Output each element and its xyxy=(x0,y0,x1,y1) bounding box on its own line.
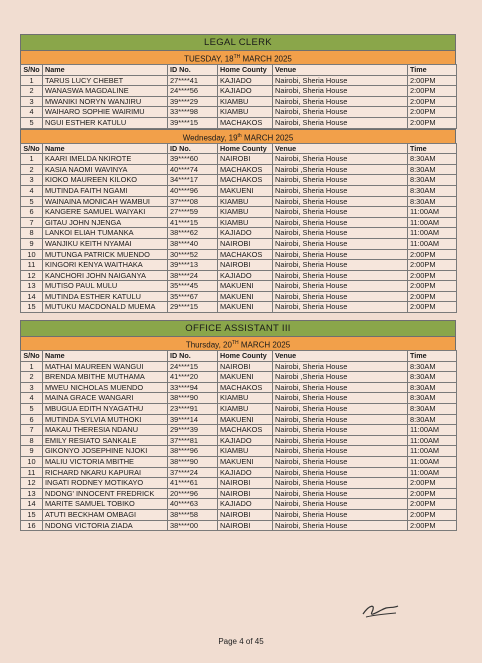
table-cell: 2:00PM xyxy=(408,249,457,260)
table-cell: 4 xyxy=(21,107,43,118)
table-cell: 1 xyxy=(21,75,43,86)
table-cell: 16 xyxy=(21,520,43,531)
table-cell: MACHAKOS xyxy=(218,382,273,393)
table-cell: 6 xyxy=(21,207,43,218)
table-cell: 8:30AM xyxy=(408,361,457,372)
column-header: Name xyxy=(43,65,168,76)
table-cell: 33****94 xyxy=(168,382,218,393)
table-cell: 40****63 xyxy=(168,499,218,510)
column-header: Venue xyxy=(273,65,408,76)
date-day: Thursday, 20 xyxy=(185,340,232,350)
table-cell: 8:30AM xyxy=(408,164,457,175)
table-cell: 38****24 xyxy=(168,270,218,281)
table-cell: INGATI RODNEY MOTIKAYO xyxy=(43,478,168,489)
table-cell: NAIROBI xyxy=(218,238,273,249)
table-cell: 8:30AM xyxy=(408,414,457,425)
table-row xyxy=(21,488,457,499)
table-cell: KAJIADO xyxy=(218,75,273,86)
table-cell: KIAMBU xyxy=(218,217,273,228)
table-cell: 11:00AM xyxy=(408,435,457,446)
column-header: Time xyxy=(408,143,457,154)
table-cell: ATUTI BECKHAM OMBAGI xyxy=(43,509,168,520)
column-header: Venue xyxy=(273,143,408,154)
table-cell: 27****41 xyxy=(168,75,218,86)
date-header xyxy=(20,129,456,143)
table-row xyxy=(21,372,457,383)
column-header: Time xyxy=(408,351,457,362)
table-cell: NAIROBI xyxy=(218,520,273,531)
table-row xyxy=(21,457,457,468)
table-cell: 11:00AM xyxy=(408,457,457,468)
table-cell: 2:00PM xyxy=(408,291,457,302)
table-cell: Nairobi, Sheria House xyxy=(273,478,408,489)
table-cell: 11:00AM xyxy=(408,217,457,228)
table-cell: Nairobi, Sheria House xyxy=(273,196,408,207)
table-cell: MACHAKOS xyxy=(218,425,273,436)
table-cell: 2:00PM xyxy=(408,107,457,118)
table-cell: MACHAKOS xyxy=(218,164,273,175)
table-cell: MAKUENI xyxy=(218,372,273,383)
table-cell: 24****15 xyxy=(168,361,218,372)
table-cell: 2:00PM xyxy=(408,302,457,313)
table-cell: 23****91 xyxy=(168,404,218,415)
table-cell: 2:00PM xyxy=(408,117,457,128)
table-cell: MAINA GRACE WANGARI xyxy=(43,393,168,404)
table-cell: 39****29 xyxy=(168,96,218,107)
table-cell: MACHAKOS xyxy=(218,249,273,260)
table-cell: 2:00PM xyxy=(408,478,457,489)
table-cell: GIKONYO JOSEPHINE NJOKI xyxy=(43,446,168,457)
table-row xyxy=(21,467,457,478)
table-cell: KAJIADO xyxy=(218,467,273,478)
section-title: OFFICE ASSISTANT III xyxy=(20,320,456,336)
table-cell: 20****96 xyxy=(168,488,218,499)
table-cell: 39****15 xyxy=(168,117,218,128)
table-cell: 40****96 xyxy=(168,185,218,196)
table-cell: 14 xyxy=(21,499,43,510)
table-cell: 2:00PM xyxy=(408,488,457,499)
table-cell: KIAMBU xyxy=(218,393,273,404)
table-cell: Nairobi, Sheria House xyxy=(273,96,408,107)
table-cell: MUTUKU MACDONALD MUEMA xyxy=(43,302,168,313)
table-cell: Nairobi, Sheria House xyxy=(273,425,408,436)
table-cell: KIAMBU xyxy=(218,446,273,457)
table-cell: Nairobi, Sheria House xyxy=(273,238,408,249)
table-row xyxy=(21,393,457,404)
column-header: S/No xyxy=(21,351,43,362)
table-row xyxy=(21,361,457,372)
table-cell: Nairobi, Sheria House xyxy=(273,228,408,239)
table-cell: 38****58 xyxy=(168,509,218,520)
table-cell: 10 xyxy=(21,249,43,260)
table-cell: 3 xyxy=(21,96,43,107)
table-cell: Nairobi, Sheria House xyxy=(273,361,408,372)
table-cell: Nairobi, Sheria House xyxy=(273,107,408,118)
table-row xyxy=(21,249,457,260)
table-cell: MUTINDA FAITH NGAMI xyxy=(43,185,168,196)
table-row xyxy=(21,96,457,107)
table-cell: 11 xyxy=(21,260,43,271)
table-cell: 30****52 xyxy=(168,249,218,260)
table-cell: NAIROBI xyxy=(218,361,273,372)
table-cell: 7 xyxy=(21,425,43,436)
table-cell: 37****08 xyxy=(168,196,218,207)
table-cell: KIAMBU xyxy=(218,107,273,118)
table-cell: WANJIKU KEITH NYAMAI xyxy=(43,238,168,249)
table-cell: 2:00PM xyxy=(408,520,457,531)
table-cell: 38****90 xyxy=(168,393,218,404)
table-cell: Nairobi, Sheria House xyxy=(273,185,408,196)
table-cell: 1 xyxy=(21,154,43,165)
table-row xyxy=(21,446,457,457)
table-cell: 2 xyxy=(21,164,43,175)
table-cell: KAARI IMELDA NKIROTE xyxy=(43,154,168,165)
date-header xyxy=(20,50,456,64)
table-cell: Nairobi, Sheria House xyxy=(273,302,408,313)
table-row xyxy=(21,185,457,196)
table-row xyxy=(21,86,457,97)
table-cell: MUTINDA ESTHER KATULU xyxy=(43,291,168,302)
table-cell: MAKAU THERESIA NDANU xyxy=(43,425,168,436)
table-cell: 2:00PM xyxy=(408,509,457,520)
table-cell: Nairobi, Sheria House xyxy=(273,217,408,228)
table-cell: 12 xyxy=(21,270,43,281)
table-cell: NAIROBI xyxy=(218,509,273,520)
table-cell: 33****98 xyxy=(168,107,218,118)
table-cell: 8:30AM xyxy=(408,404,457,415)
table-cell: KANGERE SAMUEL WAIYAKI xyxy=(43,207,168,218)
table-cell: 38****96 xyxy=(168,446,218,457)
candidate-table xyxy=(20,350,457,531)
table-cell: KAJIADO xyxy=(218,435,273,446)
table-row xyxy=(21,260,457,271)
table-cell: 38****90 xyxy=(168,457,218,468)
table-cell: 8:30AM xyxy=(408,196,457,207)
column-header: ID No. xyxy=(168,143,218,154)
table-cell: KIAMBU xyxy=(218,196,273,207)
table-cell: 11:00AM xyxy=(408,425,457,436)
table-row xyxy=(21,281,457,292)
table-row xyxy=(21,302,457,313)
table-row xyxy=(21,404,457,415)
table-cell: MARITE SAMUEL TOBIKO xyxy=(43,499,168,510)
table-cell: MBUGUA EDITH NYAGATHU xyxy=(43,404,168,415)
table-cell: Nairobi, Sheria House xyxy=(273,281,408,292)
date-day: TUESDAY, 18 xyxy=(184,54,234,64)
column-header: Home County xyxy=(218,65,273,76)
table-cell: MUTUNGA PATRICK MUENDO xyxy=(43,249,168,260)
table-row xyxy=(21,175,457,186)
table-row xyxy=(21,270,457,281)
table-cell: 8:30AM xyxy=(408,382,457,393)
table-cell: Nairobi, Sheria House xyxy=(273,207,408,218)
table-cell: 41****61 xyxy=(168,478,218,489)
table-cell: 12 xyxy=(21,478,43,489)
column-header: Home County xyxy=(218,143,273,154)
table-cell: LANKOI ELIAH TUMANKA xyxy=(43,228,168,239)
table-row xyxy=(21,414,457,425)
table-cell: NAIROBI xyxy=(218,488,273,499)
table-cell: 13 xyxy=(21,281,43,292)
table-cell: 4 xyxy=(21,393,43,404)
table-cell: MWANIKI NORYN WANJIRU xyxy=(43,96,168,107)
table-cell: 29****39 xyxy=(168,425,218,436)
table-cell: 38****00 xyxy=(168,520,218,531)
table-cell: Nairobi, Sheria House xyxy=(273,509,408,520)
candidate-table xyxy=(20,143,457,314)
table-cell: KASIA NAOMI WAVINYA xyxy=(43,164,168,175)
table-cell: 8 xyxy=(21,228,43,239)
table-row xyxy=(21,435,457,446)
table-cell: 15 xyxy=(21,509,43,520)
table-cell: 2:00PM xyxy=(408,260,457,271)
table-cell: 3 xyxy=(21,175,43,186)
schedule-page xyxy=(20,34,456,531)
table-row xyxy=(21,196,457,207)
table-cell: 2 xyxy=(21,86,43,97)
table-cell: 37****81 xyxy=(168,435,218,446)
column-header: ID No. xyxy=(168,65,218,76)
table-row xyxy=(21,217,457,228)
table-row xyxy=(21,425,457,436)
table-cell: NDONG VICTORIA ZIADA xyxy=(43,520,168,531)
page-number: Page 4 of 45 xyxy=(218,637,264,646)
table-row xyxy=(21,154,457,165)
table-cell: 8:30AM xyxy=(408,154,457,165)
table-header-row xyxy=(21,351,457,362)
table-header-row xyxy=(21,143,457,154)
table-row xyxy=(21,117,457,128)
table-cell: 29****15 xyxy=(168,302,218,313)
table-cell: MAKUENI xyxy=(218,457,273,468)
table-cell: Nairobi, Sheria House xyxy=(273,270,408,281)
table-row xyxy=(21,107,457,118)
table-row xyxy=(21,75,457,86)
table-cell: 11:00AM xyxy=(408,207,457,218)
table-cell: TARUS LUCY CHEBET xyxy=(43,75,168,86)
table-cell: 35****45 xyxy=(168,281,218,292)
table-cell: WAIHARO SOPHIE WAIRIMU xyxy=(43,107,168,118)
table-cell: 8:30AM xyxy=(408,175,457,186)
table-cell: KAJIADO xyxy=(218,499,273,510)
table-cell: KAJIADO xyxy=(218,228,273,239)
date-day: Wednesday, 19 xyxy=(182,133,238,143)
table-cell: Nairobi, Sheria House xyxy=(273,520,408,531)
table-cell: 2:00PM xyxy=(408,281,457,292)
table-cell: Nairobi, Sheria House xyxy=(273,457,408,468)
table-cell: Nairobi, Sheria House xyxy=(273,260,408,271)
table-cell: KIOKO MAUREEN KILOKO xyxy=(43,175,168,186)
table-cell: 38****62 xyxy=(168,228,218,239)
table-cell: 4 xyxy=(21,185,43,196)
table-cell: Nairobi, Sheria House xyxy=(273,249,408,260)
table-cell: 2:00PM xyxy=(408,96,457,107)
table-cell: MATHAI MAUREEN WANGUI xyxy=(43,361,168,372)
table-cell: Nairobi, Sheria House xyxy=(273,414,408,425)
date-rest: MARCH 2025 xyxy=(240,54,292,64)
column-header: ID No. xyxy=(168,351,218,362)
date-rest: MARCH 2025 xyxy=(238,340,291,350)
table-row xyxy=(21,509,457,520)
table-row xyxy=(21,520,457,531)
table-cell: 11:00AM xyxy=(408,238,457,249)
column-header: Name xyxy=(43,351,168,362)
signature-mark xyxy=(360,600,400,622)
table-cell: NAIROBI xyxy=(218,478,273,489)
table-cell: Nairobi, Sheria House xyxy=(273,488,408,499)
table-row xyxy=(21,228,457,239)
date-rest: MARCH 2025 xyxy=(241,133,294,143)
date-ordinal: th xyxy=(237,132,242,139)
table-cell: 11:00AM xyxy=(408,446,457,457)
table-cell: Nairobi, Sheria House xyxy=(273,446,408,457)
table-cell: 39****14 xyxy=(168,414,218,425)
table-cell: 3 xyxy=(21,382,43,393)
table-cell: Nairobi, Sheria House xyxy=(273,154,408,165)
table-cell: 5 xyxy=(21,196,43,207)
table-cell: MAKUENI xyxy=(218,291,273,302)
table-cell: NAIROBI xyxy=(218,260,273,271)
table-cell: MAKUENI xyxy=(218,281,273,292)
table-row xyxy=(21,207,457,218)
table-cell: NGUI ESTHER KATULU xyxy=(43,117,168,128)
candidate-table xyxy=(20,64,457,129)
table-row xyxy=(21,382,457,393)
date-ordinal: TH xyxy=(231,340,239,347)
table-cell: 8:30AM xyxy=(408,185,457,196)
table-cell: 2:00PM xyxy=(408,499,457,510)
table-cell: KIAMBU xyxy=(218,404,273,415)
table-cell: KAJIADO xyxy=(218,270,273,281)
table-cell: Nairobi, Sheria House xyxy=(273,291,408,302)
table-row xyxy=(21,164,457,175)
column-header: Home County xyxy=(218,351,273,362)
table-cell: 27****59 xyxy=(168,207,218,218)
table-cell: Nairobi, Sheria House xyxy=(273,467,408,478)
table-cell: 39****13 xyxy=(168,260,218,271)
table-cell: KANCHORI JOHN NAIGANYA xyxy=(43,270,168,281)
table-cell: NDONG' INNOCENT FREDRICK xyxy=(43,488,168,499)
table-cell: 41****15 xyxy=(168,217,218,228)
table-cell: Nairobi, Sheria House xyxy=(273,75,408,86)
column-header: S/No xyxy=(21,65,43,76)
table-cell: 11 xyxy=(21,467,43,478)
table-cell: 14 xyxy=(21,291,43,302)
table-cell: Nairobi, Sheria House xyxy=(273,86,408,97)
table-cell: 8:30AM xyxy=(408,393,457,404)
date-ordinal: TH xyxy=(233,54,241,60)
table-cell: 39****60 xyxy=(168,154,218,165)
table-cell: 9 xyxy=(21,238,43,249)
table-cell: 8:30AM xyxy=(408,372,457,383)
table-cell: Nairobi, Sheria House xyxy=(273,382,408,393)
table-cell: Nairobi ,Sheria House xyxy=(273,164,408,175)
table-cell: Nairobi, Sheria House xyxy=(273,404,408,415)
column-header: S/No xyxy=(21,143,43,154)
table-cell: 11:00AM xyxy=(408,467,457,478)
table-row xyxy=(21,291,457,302)
date-header xyxy=(20,336,456,350)
table-cell: 15 xyxy=(21,302,43,313)
table-cell: 6 xyxy=(21,414,43,425)
table-cell: 5 xyxy=(21,117,43,128)
table-cell: KINGORI KENYA WAITHAKA xyxy=(43,260,168,271)
table-cell: RICHARD NKARU KAPURAI xyxy=(43,467,168,478)
table-cell: GITAU JOHN NJENGA xyxy=(43,217,168,228)
column-header: Venue xyxy=(273,351,408,362)
table-cell: KIAMBU xyxy=(218,207,273,218)
table-cell: Nairobi, Sheria House xyxy=(273,499,408,510)
table-cell: 7 xyxy=(21,217,43,228)
table-cell: MAKUENI xyxy=(218,414,273,425)
table-cell: 35****67 xyxy=(168,291,218,302)
table-cell: KIAMBU xyxy=(218,96,273,107)
table-cell: WAINAINA MONICAH WAMBUI xyxy=(43,196,168,207)
table-cell: WANASWA MAGDALINE xyxy=(43,86,168,97)
table-cell: Nairobi, Sheria House xyxy=(273,175,408,186)
table-cell: KAJIADO xyxy=(218,86,273,97)
table-cell: MAKUENI xyxy=(218,185,273,196)
table-cell: 38****40 xyxy=(168,238,218,249)
table-cell: 13 xyxy=(21,488,43,499)
table-cell: Nairobi, Sheria House xyxy=(273,117,408,128)
table-cell: MACHAKOS xyxy=(218,175,273,186)
table-cell: 8 xyxy=(21,435,43,446)
table-cell: 24****56 xyxy=(168,86,218,97)
table-cell: 40****74 xyxy=(168,164,218,175)
column-header: Time xyxy=(408,65,457,76)
table-row xyxy=(21,499,457,510)
table-header-row xyxy=(21,65,457,76)
table-row xyxy=(21,478,457,489)
table-cell: 5 xyxy=(21,404,43,415)
table-cell: 34****17 xyxy=(168,175,218,186)
table-cell: 9 xyxy=(21,446,43,457)
table-cell: MUTISO PAUL MULU xyxy=(43,281,168,292)
table-cell: MUTINDA SYLVIA MUTHOKI xyxy=(43,414,168,425)
table-cell: Nairobi, Sheria House xyxy=(273,435,408,446)
column-header: Name xyxy=(43,143,168,154)
table-cell: BRENDA MBITHE MUTHAMA xyxy=(43,372,168,383)
table-cell: MACHAKOS xyxy=(218,117,273,128)
table-cell: 11:00AM xyxy=(408,228,457,239)
table-cell: NAIROBI xyxy=(218,154,273,165)
table-cell: MAKUENI xyxy=(218,302,273,313)
table-cell: MWEU NICHOLAS MUENDO xyxy=(43,382,168,393)
table-cell: 2:00PM xyxy=(408,75,457,86)
section-title: LEGAL CLERK xyxy=(20,34,456,50)
section-spacer xyxy=(20,313,456,320)
table-cell: 2:00PM xyxy=(408,270,457,281)
table-cell: 37****24 xyxy=(168,467,218,478)
table-cell: 1 xyxy=(21,361,43,372)
table-row xyxy=(21,238,457,249)
table-cell: 2 xyxy=(21,372,43,383)
table-cell: 10 xyxy=(21,457,43,468)
table-cell: 41****20 xyxy=(168,372,218,383)
table-cell: 2:00PM xyxy=(408,86,457,97)
table-cell: MALIU VICTORIA MBITHE xyxy=(43,457,168,468)
table-cell: Nairobi ,Sheria House xyxy=(273,372,408,383)
table-cell: EMILY RESIATO SANKALE xyxy=(43,435,168,446)
table-cell: Nairobi, Sheria House xyxy=(273,393,408,404)
